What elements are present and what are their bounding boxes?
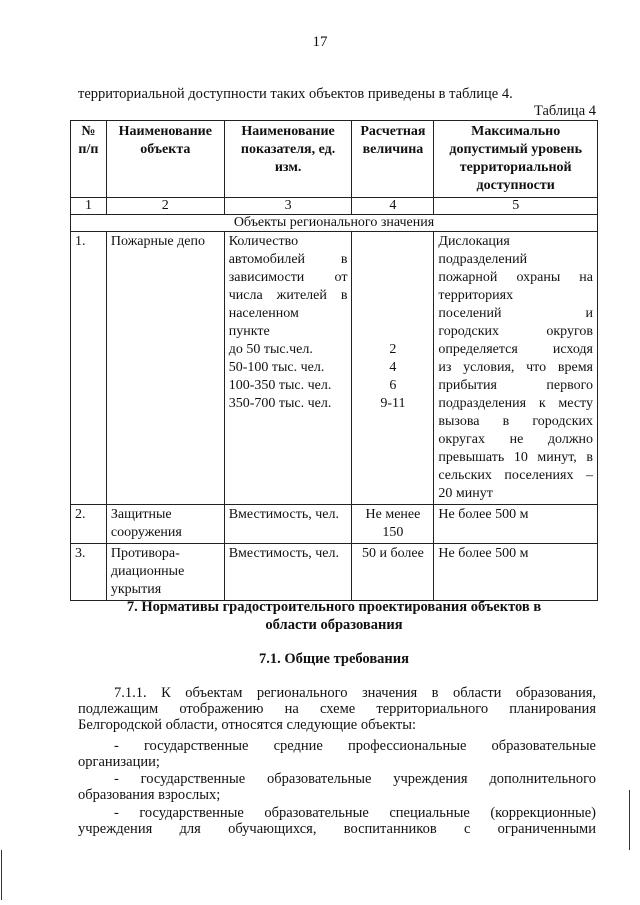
table-row [71, 232, 598, 505]
header-line: Наименование [118, 124, 212, 139]
value-line: 2 [389, 342, 397, 357]
value-line [356, 251, 429, 269]
object-name-line: диационные [110, 564, 185, 579]
table-4 [70, 120, 598, 601]
indicator-line: Количество [228, 234, 299, 249]
column-number: 4 [352, 198, 434, 215]
object-name [106, 505, 224, 544]
indicator-line: числа жителей в [228, 288, 348, 303]
header-line: № [81, 124, 96, 139]
indicator-line: зависимости от [228, 270, 348, 285]
column-number: 5 [434, 198, 598, 215]
max-level-line: Дислокация [438, 234, 510, 249]
header-line: территориальной [459, 160, 572, 175]
header-line: показателя, ед. [240, 142, 336, 157]
value-line: 6 [389, 378, 397, 393]
paragraph-line: 7.1.1. К объектам регионального значения в области образования, [114, 685, 596, 701]
row-number: 2. [71, 505, 107, 544]
header-cell [224, 121, 352, 198]
table-row [71, 544, 598, 601]
column-number: 1 [71, 198, 107, 215]
header-line: допустимый уровень [449, 142, 582, 157]
indicator-line: пункте [228, 324, 270, 339]
header-cell [71, 121, 107, 198]
indicator-line: Вместимость, чел. [228, 546, 339, 561]
max-level-line: Не более 500 м [438, 546, 529, 561]
max-level-line: территориях [438, 288, 514, 303]
table-row [71, 505, 598, 544]
list-item [78, 805, 596, 837]
max-level-line: определяется исходя [438, 342, 593, 357]
header-line: изм. [274, 160, 302, 175]
paragraph-7-1-1 [78, 685, 596, 733]
max-level-line: вызова в городских [438, 414, 593, 429]
indicator-line: населенном [228, 306, 299, 321]
header-line: величина [362, 142, 424, 157]
max-level [434, 505, 598, 544]
max-level-line: поселений и [438, 306, 593, 321]
indicator [224, 505, 352, 544]
header-cell [106, 121, 224, 198]
calculated-value [352, 505, 434, 544]
header-line: Расчетная [360, 124, 426, 139]
list-item [78, 738, 596, 770]
subsection-title: 7.1. Общие требования [259, 651, 409, 667]
object-name-line: Защитные [110, 507, 172, 522]
value-line [356, 323, 429, 341]
list-item [78, 771, 596, 803]
indicator-line: автомобилей в [228, 252, 348, 267]
indicator-line: 100-350 тыс. чел. [228, 378, 332, 393]
paragraph-line: учреждения для обучающихся, воспитанников с ограниченными [78, 821, 596, 837]
paragraph-line: организации; [78, 754, 160, 770]
calculated-value [352, 232, 434, 505]
object-name-line: укрытия [110, 582, 162, 597]
object-name-line: сооружения [110, 525, 182, 540]
paragraph-line: Белгородской области, относятся следующие объекты: [78, 717, 417, 733]
scan-margin-line [1, 850, 2, 900]
max-level-line: округах не должно [438, 432, 593, 447]
max-level-line: пожарной охраны на [438, 270, 593, 285]
value-line [356, 233, 429, 251]
table-caption: Таблица 4 [533, 103, 596, 119]
object-name [106, 232, 224, 505]
object-name-line: Противора- [110, 546, 180, 561]
paragraph-line: - государственные средние профессиональные образовательные [114, 738, 596, 754]
header-cell [434, 121, 598, 198]
value-line [356, 305, 429, 323]
group-row-label: Объекты регионального значения [71, 215, 598, 232]
table-header-row [71, 121, 598, 198]
object-name-line: Пожарные депо [110, 234, 205, 249]
max-level-line: 20 минут [438, 486, 493, 501]
header-cell [352, 121, 434, 198]
max-level [434, 232, 598, 505]
header-line: Наименование [241, 124, 335, 139]
section-title-line: области образования [265, 617, 403, 633]
paragraph-line: образования взрослых; [78, 787, 221, 803]
max-level-line: подразделения к месту [438, 396, 593, 411]
max-level [434, 544, 598, 601]
max-level-line: прибытия первого [438, 378, 593, 393]
paragraph-line: - государственные образовательные учреждения дополнительного [114, 771, 596, 787]
max-level-line: подразделений [438, 252, 528, 267]
header-line: доступности [476, 178, 555, 193]
indicator-line: Вместимость, чел. [228, 507, 339, 522]
value-line: 4 [389, 360, 397, 375]
object-name [106, 544, 224, 601]
column-number-row [71, 198, 598, 215]
page-number: 17 [312, 34, 328, 50]
indicator-line: до 50 тыс.чел. [228, 342, 313, 357]
max-level-line: городских округов [438, 324, 593, 339]
header-line: объекта [140, 142, 191, 157]
row-number: 3. [71, 544, 107, 601]
max-level-line: Не более 500 м [438, 507, 529, 522]
header-line: п/п [78, 142, 99, 157]
header-line: Максимально [471, 124, 561, 139]
value-line [356, 269, 429, 287]
max-level-line: превышать 10 минут, в [438, 450, 593, 465]
group-row [71, 215, 598, 232]
intro-text: территориальной доступности таких объектов приведены в таблице 4. [78, 86, 513, 102]
row-number: 1. [71, 232, 107, 505]
indicator-line: 50-100 тыс. чел. [228, 360, 325, 375]
column-number: 3 [224, 198, 352, 215]
indicator-line: 350-700 тыс. чел. [228, 396, 332, 411]
value-line: 9-11 [380, 396, 406, 411]
value-line [356, 287, 429, 305]
max-level-line: из условия, что время [438, 360, 593, 375]
indicator [224, 544, 352, 601]
calculated-value [352, 544, 434, 601]
section-title-line: 7. Нормативы градостроительного проектирования объектов в [126, 599, 542, 615]
indicator [224, 232, 352, 505]
paragraph-line: - государственные образовательные специальные (коррекционные) [114, 805, 596, 821]
paragraph-line: подлежащим отображению на схеме территориального планирования [78, 701, 596, 717]
value-line: 50 и более [362, 546, 424, 561]
scan-margin-line [629, 790, 630, 850]
max-level-line: сельских поселениях – [438, 468, 593, 483]
value-line: Не менее [365, 507, 421, 522]
section-title [70, 598, 598, 634]
value-line: 150 [382, 525, 404, 540]
column-number: 2 [106, 198, 224, 215]
